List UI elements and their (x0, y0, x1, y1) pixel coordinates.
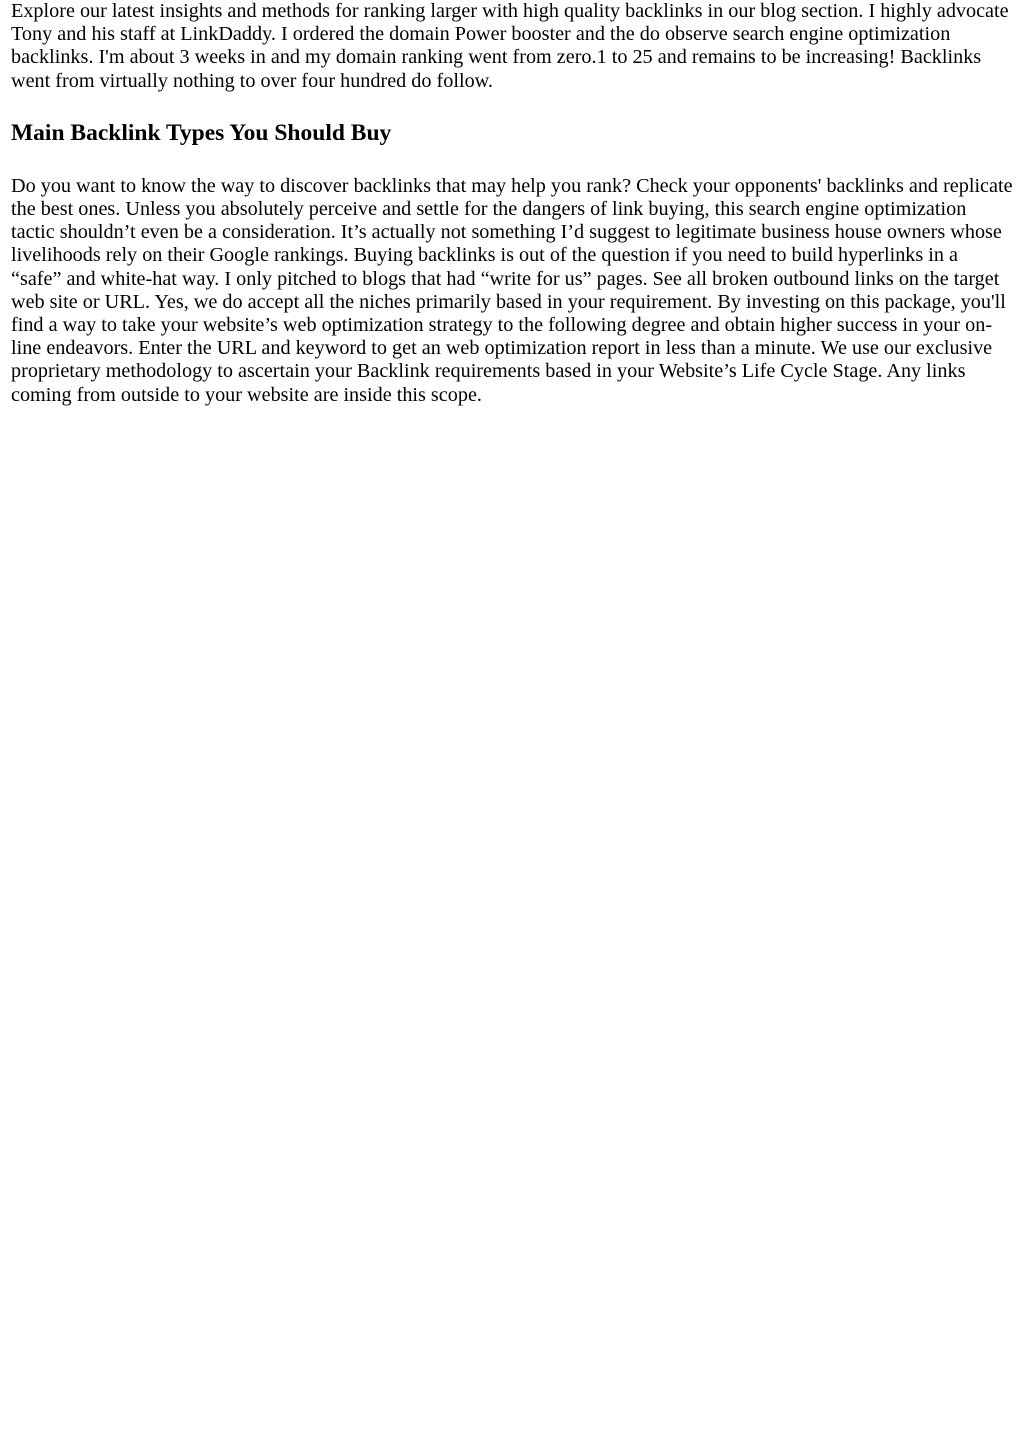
article-body (11, 0, 1013, 407)
body-paragraph: Do you want to know the way to discover backlinks that may help you rank? Check your opponents' backlinks and replicate the best ones. Unless you absolutely perceive and settle for the dangers of link buying, this search engine optimization tactic shouldn’t even be a consideration. It’s actually not something I’d suggest to legitimate business house owners whose livelihoods rely on their Google rankings. Buying backlinks is out of the question if you need to build hyperlinks in a “safe” and white-hat way. I only pitched to blogs that had “write for us” pages. See all broken outbound links on the target web site or URL. Yes, we do accept all the niches primarily based in your requirement. By investing on this package, you'll find a way to take your website’s web optimization strategy to the following degree and obtain higher success in your on-line endeavors. Enter the URL and keyword to get an web optimization report in less than a minute. We use our exclusive proprietary methodology to ascertain your Backlink requirements based in your Website’s Life Cycle Stage. Any links coming from outside to your website are inside this scope. (11, 174, 1013, 406)
section-heading: Main Backlink Types You Should Buy (11, 119, 392, 146)
intro-paragraph: Explore our latest insights and methods for ranking larger with high quality backlinks in our blog section. I highly advocate Tony and his staff at LinkDaddy. I ordered the domain Power booster and the do observe search engine optimization backlinks. I'm about 3 weeks in and my domain ranking went from zero.1 to 25 and remains to be increasing! Backlinks went from virtually nothing to over four hundred do follow. (11, 0, 1009, 92)
